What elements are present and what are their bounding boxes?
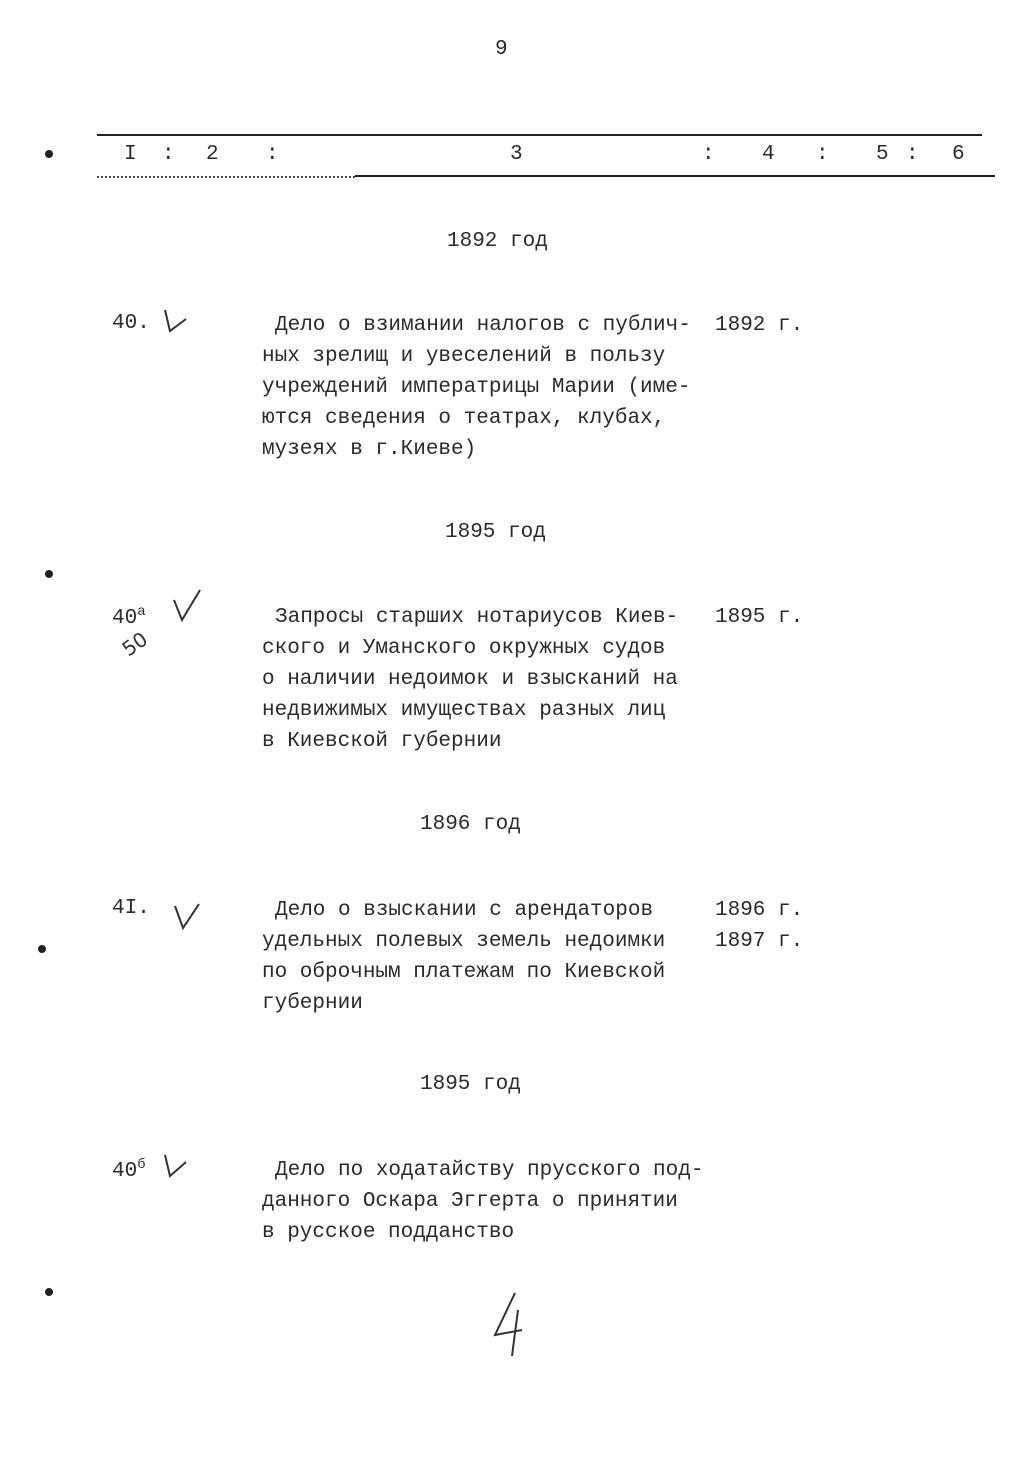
entry-text-line: Запросы старших нотариусов Киев- bbox=[275, 606, 679, 629]
punch-hole-mark bbox=[45, 570, 53, 578]
handwritten-page-mark bbox=[490, 1290, 530, 1360]
entry-date: 1897 г. bbox=[715, 930, 804, 953]
entry-date: 1892 г. bbox=[715, 314, 804, 337]
handwritten-note: 50 bbox=[117, 626, 153, 662]
entry-text-line: по оброчным платежам по Киевской bbox=[262, 961, 666, 984]
checkmark-icon bbox=[160, 1150, 190, 1180]
year-heading: 1892 год bbox=[447, 230, 548, 253]
punch-hole-mark bbox=[45, 150, 53, 158]
punch-hole-mark bbox=[38, 945, 46, 953]
header-top-rule bbox=[97, 134, 982, 136]
separator: : bbox=[816, 143, 829, 166]
separator: : bbox=[162, 143, 175, 166]
col-6: 6 bbox=[952, 143, 965, 166]
entry-text-line: Дело о взимании налогов с публич- bbox=[275, 314, 691, 337]
entry-number-suffix: б bbox=[137, 1157, 146, 1173]
entry-date: 1896 г. bbox=[715, 899, 804, 922]
entry-number bbox=[112, 604, 146, 630]
entry-text-line: в Киевской губернии bbox=[262, 730, 502, 753]
punch-hole-mark bbox=[45, 1288, 53, 1296]
entry-text-line: о наличии недоимок и взысканий на bbox=[262, 668, 678, 691]
entry-text-line: губернии bbox=[262, 992, 363, 1015]
year-heading: 1896 год bbox=[420, 813, 521, 836]
page-number: 9 bbox=[495, 38, 508, 61]
entry-text-line: ются сведения о театрах, клубах, bbox=[262, 407, 666, 430]
entry-date: 1895 г. bbox=[715, 606, 804, 629]
entry-text-line: ского и Уманского окружных судов bbox=[262, 637, 666, 660]
checkmark-icon bbox=[170, 588, 204, 624]
year-heading: 1895 год bbox=[445, 521, 546, 544]
col-4: 4 bbox=[762, 143, 775, 166]
entry-text-line: учреждений императрицы Марии (име- bbox=[262, 376, 691, 399]
col-3: 3 bbox=[510, 143, 523, 166]
entry-text-line: Дело о взыскании с арендаторов bbox=[275, 899, 654, 922]
entry-text-line: ных зрелищ и увеселений в пользу bbox=[262, 345, 666, 368]
entry-number bbox=[112, 1157, 146, 1183]
col-1: I bbox=[124, 143, 137, 166]
checkmark-icon bbox=[160, 305, 190, 335]
entry-number: 40. bbox=[112, 312, 150, 335]
entry-number-main: 40 bbox=[112, 607, 138, 630]
separator: : bbox=[906, 143, 919, 166]
separator: : bbox=[702, 143, 715, 166]
entry-number-main: 40 bbox=[112, 1160, 138, 1183]
header-bottom-rule bbox=[355, 175, 995, 177]
col-5: 5 bbox=[876, 143, 889, 166]
entry-number: 4I. bbox=[112, 897, 150, 920]
col-2: 2 bbox=[206, 143, 219, 166]
entry-text-line: в русское подданство bbox=[262, 1221, 515, 1244]
header-bottom-rule-dotted bbox=[97, 176, 355, 178]
entry-number-suffix: а bbox=[137, 604, 146, 620]
separator: : bbox=[266, 143, 279, 166]
checkmark-icon bbox=[172, 900, 202, 932]
entry-text-line: недвижимых имуществах разных лиц bbox=[262, 699, 666, 722]
entry-text-line: данного Оскара Эггерта о принятии bbox=[262, 1190, 678, 1213]
year-heading: 1895 год bbox=[420, 1073, 521, 1096]
entry-text-line: удельных полевых земель недоимки bbox=[262, 930, 666, 953]
entry-text-line: Дело по ходатайству прусского под- bbox=[275, 1159, 704, 1182]
entry-text-line: музеях в г.Киеве) bbox=[262, 438, 477, 461]
